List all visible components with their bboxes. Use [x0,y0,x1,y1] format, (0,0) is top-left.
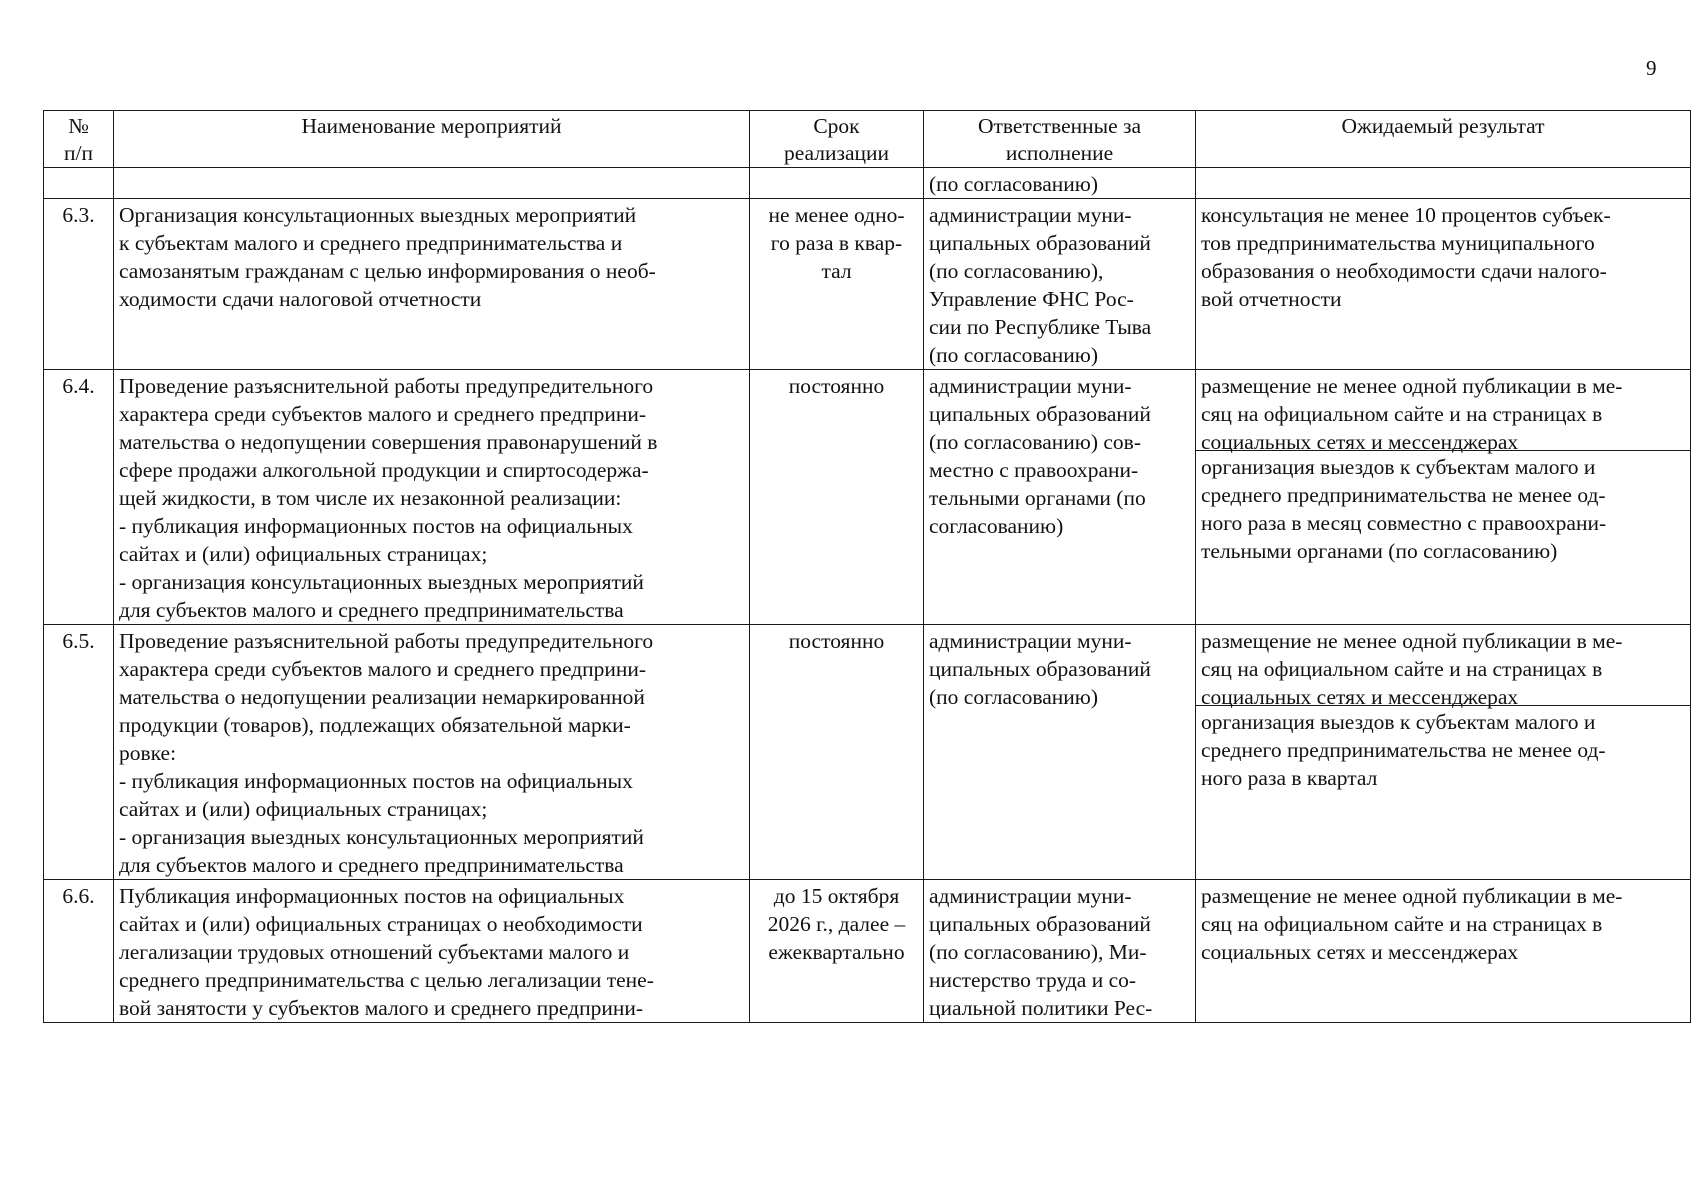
responsible-line: ципальных образований [929,402,1151,426]
responsible-line: циальной политики Рес- [929,996,1153,1020]
responsible-line: ципальных образований [929,657,1151,681]
row-number: 6.3. [44,199,114,370]
responsible-line: согласованию) [929,514,1064,538]
result-line: сяц на официальном сайте и на страницах в [1201,657,1603,681]
measure-name-line: мательства о недопущении совершения правонарушений в [119,430,658,454]
measure-name-line: - публикация информационных постов на официальных [119,514,633,538]
term-line: не менее одно- [768,203,905,227]
result-line: среднего предпринимательства не менее од- [1201,738,1606,762]
measure-name-line: Проведение разъяснительной работы предупредительного [119,374,654,398]
table-row [44,880,1691,1023]
measure-name-line: для субъектов малого и среднего предпринимательства [119,598,624,622]
expected-result-item [1196,370,1690,454]
cont-term [750,168,924,199]
measure-name-line: щей жидкости, в том числе их незаконной реализации: [119,486,622,510]
measure-name-line: характера среди субъектов малого и среднего предприни- [119,657,647,681]
measure-name-line: - организация консультационных выездных мероприятий [119,570,644,594]
term-line: постоянно [788,374,885,398]
measure-name-line: - организация выездных консультационных мероприятий [119,825,644,849]
measure-name [114,625,750,880]
result-line: организация выездов к субъектам малого и [1201,455,1596,479]
row-number: 6.5. [44,625,114,880]
responsible-line: администрации муни- [929,374,1132,398]
measure-name [114,199,750,370]
measure-name-line: к субъектам малого и среднего предпринимательства и [119,231,623,255]
term-line: ежеквартально [768,940,905,964]
table-row [44,625,1691,880]
implementation-term [750,880,924,1023]
continuation-row [44,168,1691,199]
measures-table [43,110,1691,1023]
measure-name [114,880,750,1023]
responsible-line: ципальных образований [929,231,1151,255]
measure-name-line: ходимости сдачи налоговой отчетности [119,287,482,311]
result-line: среднего предпринимательства не менее од- [1201,483,1606,507]
implementation-term [750,199,924,370]
result-line: социальных сетях и мессенджерах [1201,940,1519,964]
measure-name-line: характера среди субъектов малого и среднего предприни- [119,402,647,426]
header-term-line: Срок [813,114,860,138]
result-line: тельными органами (по согласованию) [1201,539,1558,563]
table-row [44,370,1691,625]
implementation-term [750,370,924,625]
measure-name-line: легализации трудовых отношений субъектами малого и [119,940,630,964]
measure-name-line: мательства о недопущении реализации немаркированной [119,685,645,709]
expected-result-item [1196,450,1690,565]
header-responsible [924,111,1196,168]
expected-result [1196,199,1691,370]
cont-name [114,168,750,199]
table-header-row [44,111,1691,168]
measure-name-line: ровке: [119,741,177,765]
responsible-line: нистерство труда и со- [929,968,1137,992]
result-line: размещение не менее одной публикации в ме- [1201,629,1623,653]
responsible-line: Управление ФНС Рос- [929,287,1134,311]
result-line: размещение не менее одной публикации в ме- [1201,884,1623,908]
measure-name [114,370,750,625]
measure-name-line: продукции (товаров), подлежащих обязательной марки- [119,713,631,737]
header-term-line: реализации [783,141,890,165]
result-line: социальных сетях и мессенджерах [1201,685,1519,709]
result-line: сяц на официальном сайте и на страницах в [1201,912,1603,936]
responsible-line: (по согласованию) [929,685,1099,709]
header-num-line: № [68,114,89,138]
result-line: тов предпринимательства муниципального [1201,231,1595,255]
measure-name-line: сайтах и (или) официальных страницах о необходимости [119,912,643,936]
row-number: 6.6. [44,880,114,1023]
result-line: ного раза в квартал [1201,766,1378,790]
term-line: го раза в квар- [770,231,903,255]
responsible-party [924,880,1196,1023]
measure-name-line: - публикация информационных постов на официальных [119,769,633,793]
header-term [750,111,924,168]
term-line: тал [821,259,852,283]
result-line: консультация не менее 10 процентов субъек- [1201,203,1611,227]
responsible-line: (по согласованию), Ми- [929,940,1147,964]
result-line: организация выездов к субъектам малого и [1201,710,1596,734]
responsible-party [924,199,1196,370]
expected-result [1196,370,1691,625]
responsible-line: сии по Республике Тыва [929,315,1152,339]
term-line: 2026 г., далее – [767,912,906,936]
header-num [44,111,114,168]
result-line: сяц на официальном сайте и на страницах в [1201,402,1603,426]
result-line: социальных сетях и мессенджерах [1201,430,1519,454]
header-responsible-line: исполнение [1005,141,1114,165]
responsible-line: (по согласованию) сов- [929,430,1141,454]
term-line: постоянно [788,629,885,653]
result-line: вой отчетности [1201,287,1342,311]
responsible-line: ципальных образований [929,912,1151,936]
header-name: Наименование мероприятий [114,111,750,168]
header-num-line: п/п [64,141,93,165]
responsible-line: (по согласованию), [929,259,1104,283]
responsible-line: администрации муни- [929,884,1132,908]
responsible-line: местно с правоохрани- [929,458,1139,482]
result-line: образования о необходимости сдачи налого- [1201,259,1607,283]
responsible-party [924,370,1196,625]
measure-name-line: Публикация информационных постов на официальных [119,884,625,908]
expected-result-item [1196,880,1690,966]
expected-result [1196,880,1691,1023]
measure-name-line: сайтах и (или) официальных страницах; [119,542,488,566]
term-line: до 15 октября [773,884,900,908]
measure-name-line: сфере продажи алкогольной продукции и спиртосодержа- [119,458,649,482]
measure-name-line: для субъектов малого и среднего предпринимательства [119,853,624,877]
expected-result-item [1196,625,1690,709]
measure-name-line: среднего предпринимательства с целью легализации тене- [119,968,654,992]
header-responsible-line: Ответственные за [977,114,1142,138]
result-line: ного раза в месяц совместно с правоохрани- [1201,511,1607,535]
responsible-party [924,625,1196,880]
cont-num [44,168,114,199]
measure-name-line: Проведение разъяснительной работы предупредительного [119,629,654,653]
expected-result [1196,625,1691,880]
cont-result [1196,168,1691,199]
page-number: 9 [1646,56,1657,80]
expected-result-item [1196,705,1690,792]
measure-name-line: Организация консультационных выездных мероприятий [119,203,637,227]
responsible-line: администрации муни- [929,203,1132,227]
expected-result-item [1196,199,1690,313]
responsible-line: (по согласованию) [929,343,1099,367]
cont-responsible: (по согласованию) [924,168,1196,199]
responsible-line: тельными органами (по [929,486,1146,510]
row-number: 6.4. [44,370,114,625]
measure-name-line: самозанятым гражданам с целью информирования о необ- [119,259,656,283]
measure-name-line: сайтах и (или) официальных страницах; [119,797,488,821]
implementation-term [750,625,924,880]
header-result: Ожидаемый результат [1196,111,1691,168]
table-row [44,199,1691,370]
responsible-line: администрации муни- [929,629,1132,653]
measure-name-line: вой занятости у субъектов малого и среднего предприни- [119,996,644,1020]
result-line: размещение не менее одной публикации в ме- [1201,374,1623,398]
